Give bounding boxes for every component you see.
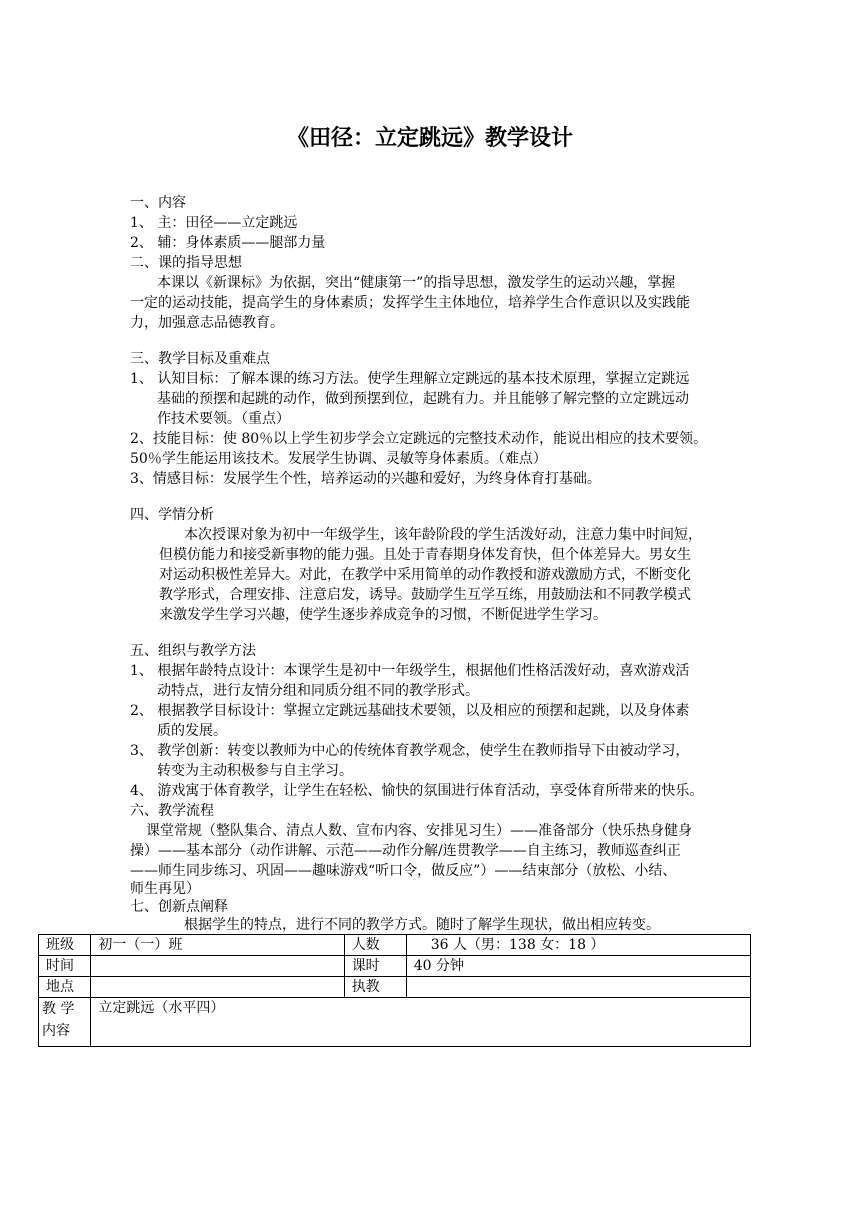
text-line: 2、 根据教学目标设计：掌握立定跳远基础技术要领，以及相应的预摆和起跳，以及身体素 [130,703,690,719]
text-line: 50％学生能运用该技术。发展学生协调、灵敏等身体素质。（难点） [130,451,547,467]
class-info-table [38,934,751,1047]
text-line: 1、 主：田径——立定跳远 [130,215,298,231]
teacher-label: 执教 [344,977,406,998]
hours-value: 40 分钟 [406,956,750,977]
text-line: 作技术要领。（重点） [157,411,290,427]
document-title: 《田径：立定跳远》教学设计 [286,126,573,151]
text-line: 2、技能目标：使 80％以上学生初步学会立定跳远的完整技术动作，能说出相应的技术要领。 [130,431,708,447]
text-line: 对运动积极性差异大。对此，在教学中采用简单的动作教授和游戏激励方式，不断变化 [159,567,691,583]
text-line: ——师生同步练习、巩固——趣味游戏“听口令，做反应”）——结束部分（放松、小结、 [130,863,677,879]
text-line: 一、内容 [130,195,186,211]
place-value [91,977,344,998]
text-line: 六、教学流程 [130,803,214,819]
text-line: 质的发展。 [157,723,227,739]
text-line: 但模仿能力和接受新事物的能力强。且处于青春期身体发育快，但个体差异大。男女生 [159,547,691,563]
text-line: 四、学情分析 [130,507,214,523]
class-value: 初一（一）班 [91,935,344,956]
text-line: 3、 教学创新：转变以教师为中心的传统体育教学观念，使学生在教师指导下由被动学习， [130,743,690,759]
text-line: 1、 认知目标：了解本课的练习方法。使学生理解立定跳远的基本技术原理，掌握立定跳远 [130,371,690,387]
count-value: 36 人（男：138 女：18 ） [406,935,750,956]
text-line: 本次授课对象为初中一年级学生，该年龄阶段的学生活泼好动，注意力集中时间短， [184,527,702,543]
text-line: 4、 游戏寓于体育教学，让学生在轻松、愉快的氛围进行体育活动，享受体育所带来的快乐。 [130,783,704,799]
text-line: 课堂常规（整队集合、清点人数、宣布内容、安排见习生）——准备部分（快乐热身健身 [146,823,692,839]
text-line: 1、 根据年龄特点设计：本课学生是初中一年级学生，根据他们性格活泼好动，喜欢游戏活 [130,663,690,679]
class-label: 班级 [39,935,91,956]
text-line: 三、教学目标及重难点 [130,351,270,367]
text-line: 五、组织与教学方法 [130,643,256,659]
text-line: 动特点，进行友情分组和同质分组不同的教学形式。 [157,683,479,699]
hours-label: 课时 [344,956,406,977]
text-line: 操）——基本部分（动作讲解、示范——动作分解/连贯教学——自主练习，教师巡查纠正 [130,843,681,859]
teacher-value [406,977,750,998]
text-line: 转变为主动积极参与自主学习。 [157,763,353,779]
time-label: 时间 [39,956,91,977]
text-line: 来激发学生学习兴趣，使学生逐步养成竞争的习惯，不断促进学生学习。 [159,607,607,623]
content-label: 教 学 内容 [39,998,91,1047]
time-value [91,956,344,977]
text-line: 二、课的指导思想 [130,255,242,271]
content-value: 立定跳远（水平四） [91,998,751,1047]
text-line: 3、情感目标：发展学生个性，培养运动的兴趣和爱好，为终身体育打基础。 [130,471,601,487]
text-line: 七、创新点阐释 [130,899,228,915]
text-line: 师生再见） [130,881,200,897]
text-line: 根据学生的特点，进行不同的教学方式。随时了解学生现状，做出相应转变。 [184,917,660,933]
text-line: 力，加强意志品德教育。 [130,315,284,331]
text-line: 一定的运动技能，提高学生的身体素质；发挥学生主体地位，培养学生合作意识以及实践能 [130,295,690,311]
text-line: 教学形式，合理安排、注意启发，诱导。鼓励学生互学互练，用鼓励法和不同教学模式 [159,587,691,603]
count-label: 人数 [344,935,406,956]
text-line: 基础的预摆和起跳的动作，做到预摆到位，起跳有力。并且能够了解完整的立定跳远动 [157,391,689,407]
text-line: 本课以《新课标》为依据，突出“健康第一”的指导思想，激发学生的运动兴趣，掌握 [157,275,676,291]
text-line: 2、 辅：身体素质——腿部力量 [130,235,326,251]
place-label: 地点 [39,977,91,998]
